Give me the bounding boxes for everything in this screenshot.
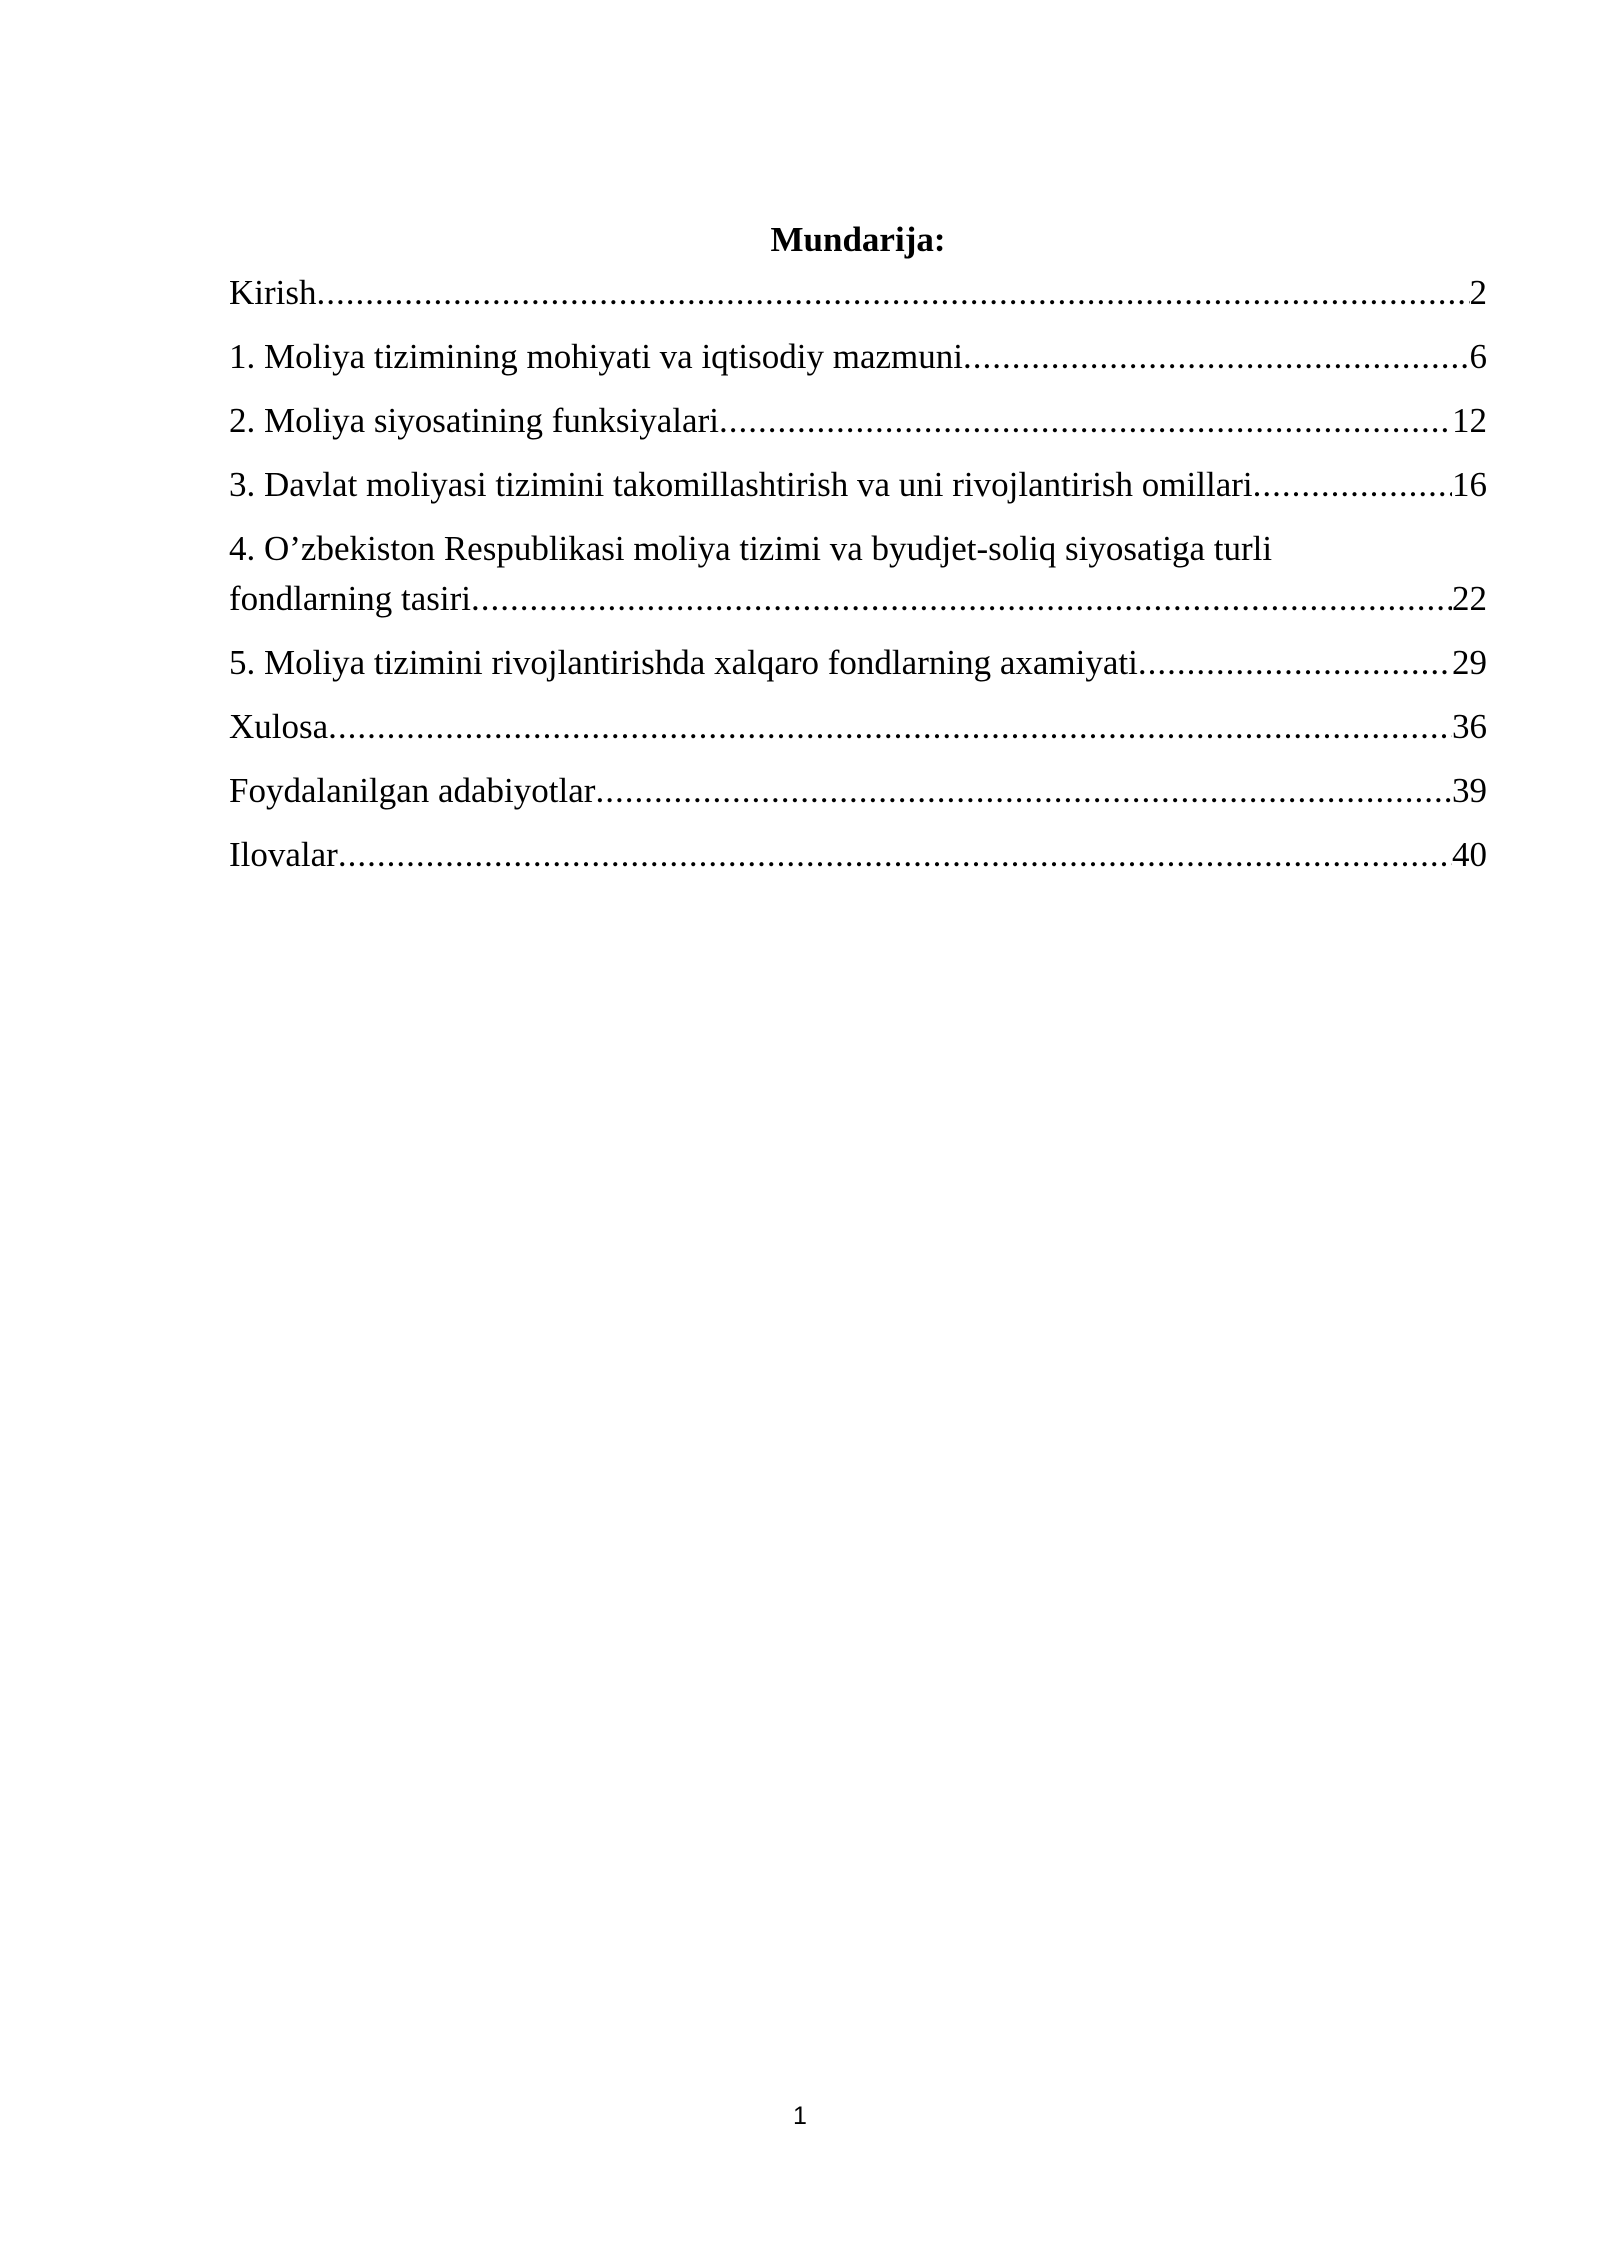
toc-entry-page: 6	[1469, 337, 1487, 376]
toc-entry-label: Kirish	[229, 273, 317, 312]
toc-entry-label: Xulosa	[229, 707, 329, 746]
toc-entry-label: fondlarning tasiri	[229, 579, 472, 618]
toc-entry-page: 40	[1452, 835, 1487, 874]
toc-entry-page: 12	[1452, 401, 1487, 440]
toc-line	[229, 638, 1487, 688]
toc-entry-page: 2	[1469, 273, 1487, 312]
toc-line	[229, 702, 1487, 752]
toc-entry-page: 29	[1452, 643, 1487, 682]
toc-entry-ilovalar[interactable]	[229, 830, 1487, 880]
dot-leader	[328, 702, 1452, 752]
dot-leader	[471, 574, 1452, 624]
toc-entry-section-2[interactable]	[229, 396, 1487, 446]
toc-title: Mundarija:	[770, 220, 946, 259]
dot-leader	[963, 332, 1470, 382]
toc-line	[229, 830, 1487, 880]
dot-leader	[317, 268, 1470, 318]
toc-entry-label: 2. Moliya siyosatining funksiyalari	[229, 401, 719, 440]
toc-line	[229, 396, 1487, 446]
dot-leader	[1138, 638, 1452, 688]
toc-entry-page: 36	[1452, 707, 1487, 746]
toc-entry-label: Ilovalar	[229, 835, 338, 874]
dot-leader	[719, 396, 1452, 446]
toc-entry-xulosa[interactable]	[229, 702, 1487, 752]
toc-entry-label: 3. Davlat moliyasi tizimini takomillashtirish va uni rivojlantirish omillari	[229, 465, 1253, 504]
toc-line	[229, 332, 1487, 382]
dot-leader	[595, 766, 1452, 816]
toc-entry-section-5[interactable]	[229, 638, 1487, 688]
toc-line	[229, 268, 1487, 318]
dot-leader	[1253, 460, 1452, 510]
toc-entry-section-3[interactable]	[229, 460, 1487, 510]
toc-list	[229, 268, 1487, 880]
table-of-contents	[229, 212, 1487, 894]
toc-entry-label-line-1: 4. O’zbekiston Respublikasi moliya tizimi va byudjet-soliq siyosatiga turli	[229, 529, 1273, 568]
toc-entry-section-4[interactable]	[229, 524, 1487, 624]
toc-entry-label: Foydalanilgan adabiyotlar	[229, 771, 596, 810]
dot-leader	[338, 830, 1452, 880]
toc-line	[229, 460, 1487, 510]
toc-entry-kirish[interactable]	[229, 268, 1487, 318]
toc-entry-page: 39	[1452, 771, 1487, 810]
toc-entry-page: 16	[1452, 465, 1487, 504]
footer-page-number: 1	[793, 2102, 807, 2130]
toc-entry-label: 1. Moliya tizimining mohiyati va iqtisodiy mazmuni	[229, 337, 963, 376]
toc-entry-section-1[interactable]	[229, 332, 1487, 382]
toc-entry-foydalanilgan-adabiyotlar[interactable]	[229, 766, 1487, 816]
toc-line	[229, 766, 1487, 816]
toc-line	[229, 574, 1487, 624]
toc-entry-label: 5. Moliya tizimini rivojlantirishda xalqaro fondlarning axamiyati	[229, 643, 1138, 682]
toc-entry-page: 22	[1452, 579, 1487, 618]
